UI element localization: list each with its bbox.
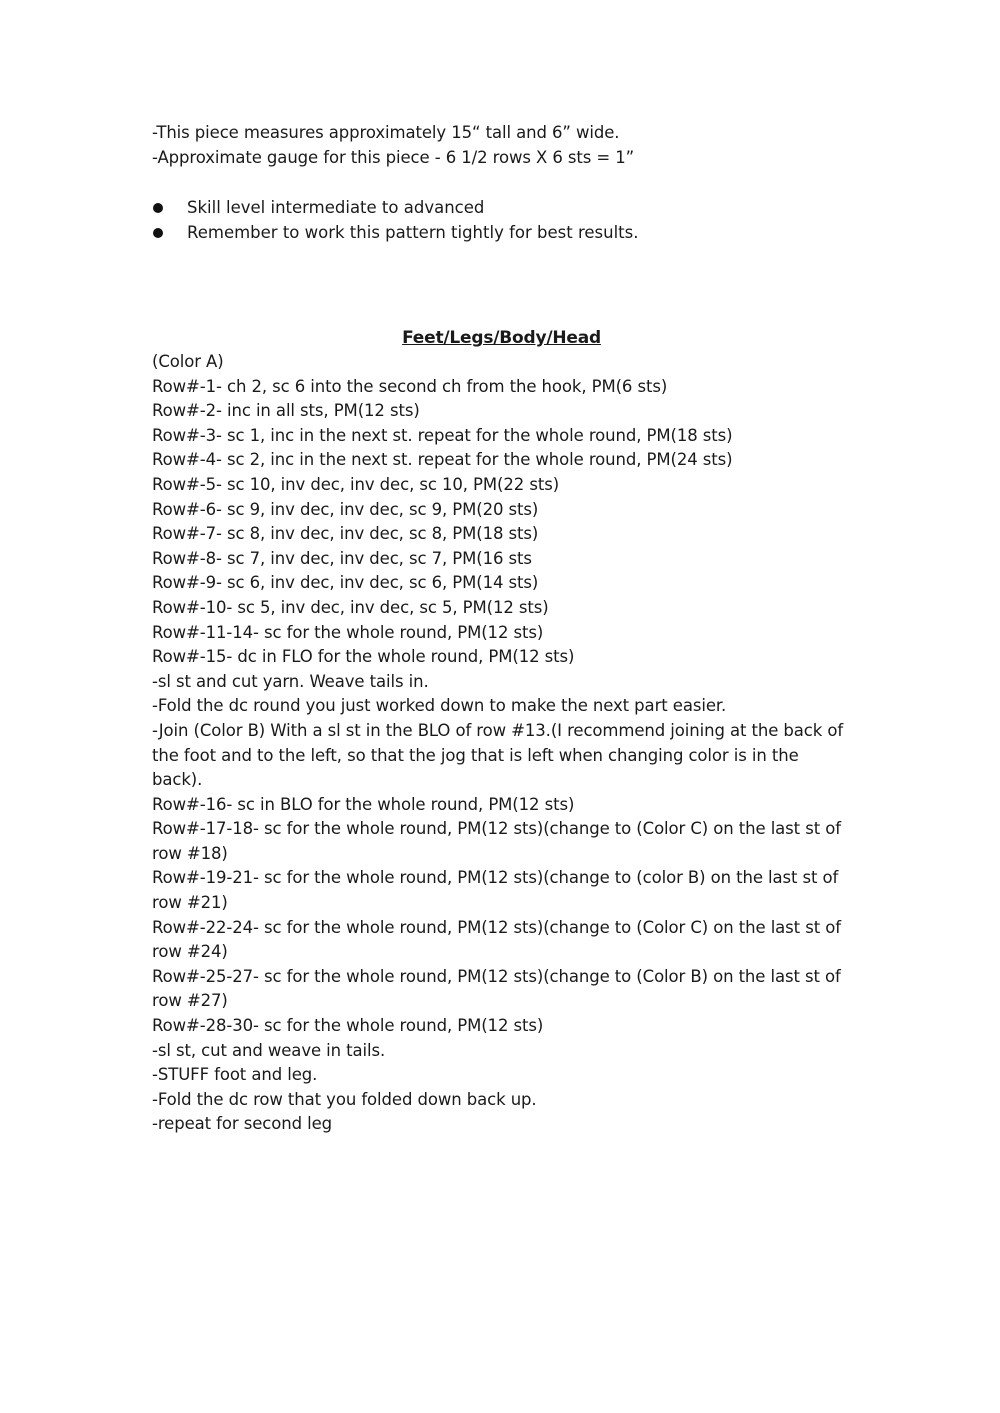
instruction-line: Row#-4- sc 2, inc in the next st. repeat for the whole round, PM(24 sts) [152,450,733,470]
instruction-line: Row#-10- sc 5, inv dec, inv dec, sc 5, PM(12 sts) [152,597,549,617]
section-heading: Feet/Legs/Body/Head [402,328,601,348]
pattern-instructions [152,350,852,1137]
instruction-line: row #24) [152,942,228,962]
instruction-line: -sl st and cut yarn. Weave tails in. [152,671,429,691]
instruction-line: Row#-15- dc in FLO for the whole round, PM(12 sts) [152,647,575,667]
instruction-line: row #18) [152,843,228,863]
instruction-line: Row#-7- sc 8, inv dec, inv dec, sc 8, PM(18 sts) [152,524,539,544]
instruction-line: Row#-25-27- sc for the whole round, PM(12 sts)(change to (Color B) on the last st of [152,966,841,986]
instruction-line: Row#-28-30- sc for the whole round, PM(12 sts) [152,1016,544,1036]
instruction-line: (Color A) [152,352,224,371]
intro-notes [152,121,872,170]
instruction-line: Row#-9- sc 6, inv dec, inv dec, sc 6, PM(14 sts) [152,573,539,593]
intro-line-size: -This piece measures approximately 15“ tall and 6” wide. [152,123,620,142]
instruction-line: Row#-1- ch 2, sc 6 into the second ch from the hook, PM(6 sts) [152,376,668,396]
bullet-dot-icon [153,203,163,213]
intro-line-gauge: -Approximate gauge for this piece - 6 1/2 rows X 6 sts = 1” [152,147,635,167]
instruction-line: row #21) [152,893,228,913]
notes-bullet-list [152,196,872,245]
instruction-line: -Fold the dc row that you folded down back up. [152,1089,537,1109]
instruction-line: Row#-3- sc 1, inc in the next st. repeat for the whole round, PM(18 sts) [152,425,733,445]
instruction-line: -repeat for second leg [152,1114,333,1134]
bullet-text: Skill level intermediate to advanced [187,198,485,217]
instruction-line: Row#-2- inc in all sts, PM(12 sts) [152,401,420,421]
instruction-line: Row#-6- sc 9, inv dec, inv dec, sc 9, PM(20 sts) [152,499,539,519]
instruction-line: row #27) [152,991,228,1011]
instruction-line: Row#-17-18- sc for the whole round, PM(12 sts)(change to (Color C) on the last st of [152,819,841,839]
bullet-text: Remember to work this pattern tightly for best results. [187,222,639,242]
bullet-dot-icon [153,228,163,238]
instruction-line: Row#-11-14- sc for the whole round, PM(12 sts) [152,622,544,642]
instruction-line: -Fold the dc round you just worked down to make the next part easier. [152,696,727,716]
instruction-line: -STUFF foot and leg. [152,1065,318,1085]
instruction-line: Row#-16- sc in BLO for the whole round, PM(12 sts) [152,794,575,814]
instruction-line: the foot and to the left, so that the jog that is left when changing color is in the back). [152,745,799,790]
bullet-item-skill-level [152,196,872,221]
instruction-line: Row#-22-24- sc for the whole round, PM(12 sts)(change to (Color C) on the last st of [152,917,841,937]
instruction-line: -Join (Color B) With a sl st in the BLO of row #13.(I recommend joining at the back of [152,720,844,740]
instruction-line: Row#-8- sc 7, inv dec, inv dec, sc 7, PM(16 sts [152,548,532,568]
bullet-item-tension [152,221,872,246]
instruction-line: Row#-19-21- sc for the whole round, PM(12 sts)(change to (color B) on the last st of [152,868,839,888]
instruction-line: -sl st, cut and weave in tails. [152,1040,386,1060]
instruction-line: Row#-5- sc 10, inv dec, inv dec, sc 10, PM(22 sts) [152,474,560,494]
